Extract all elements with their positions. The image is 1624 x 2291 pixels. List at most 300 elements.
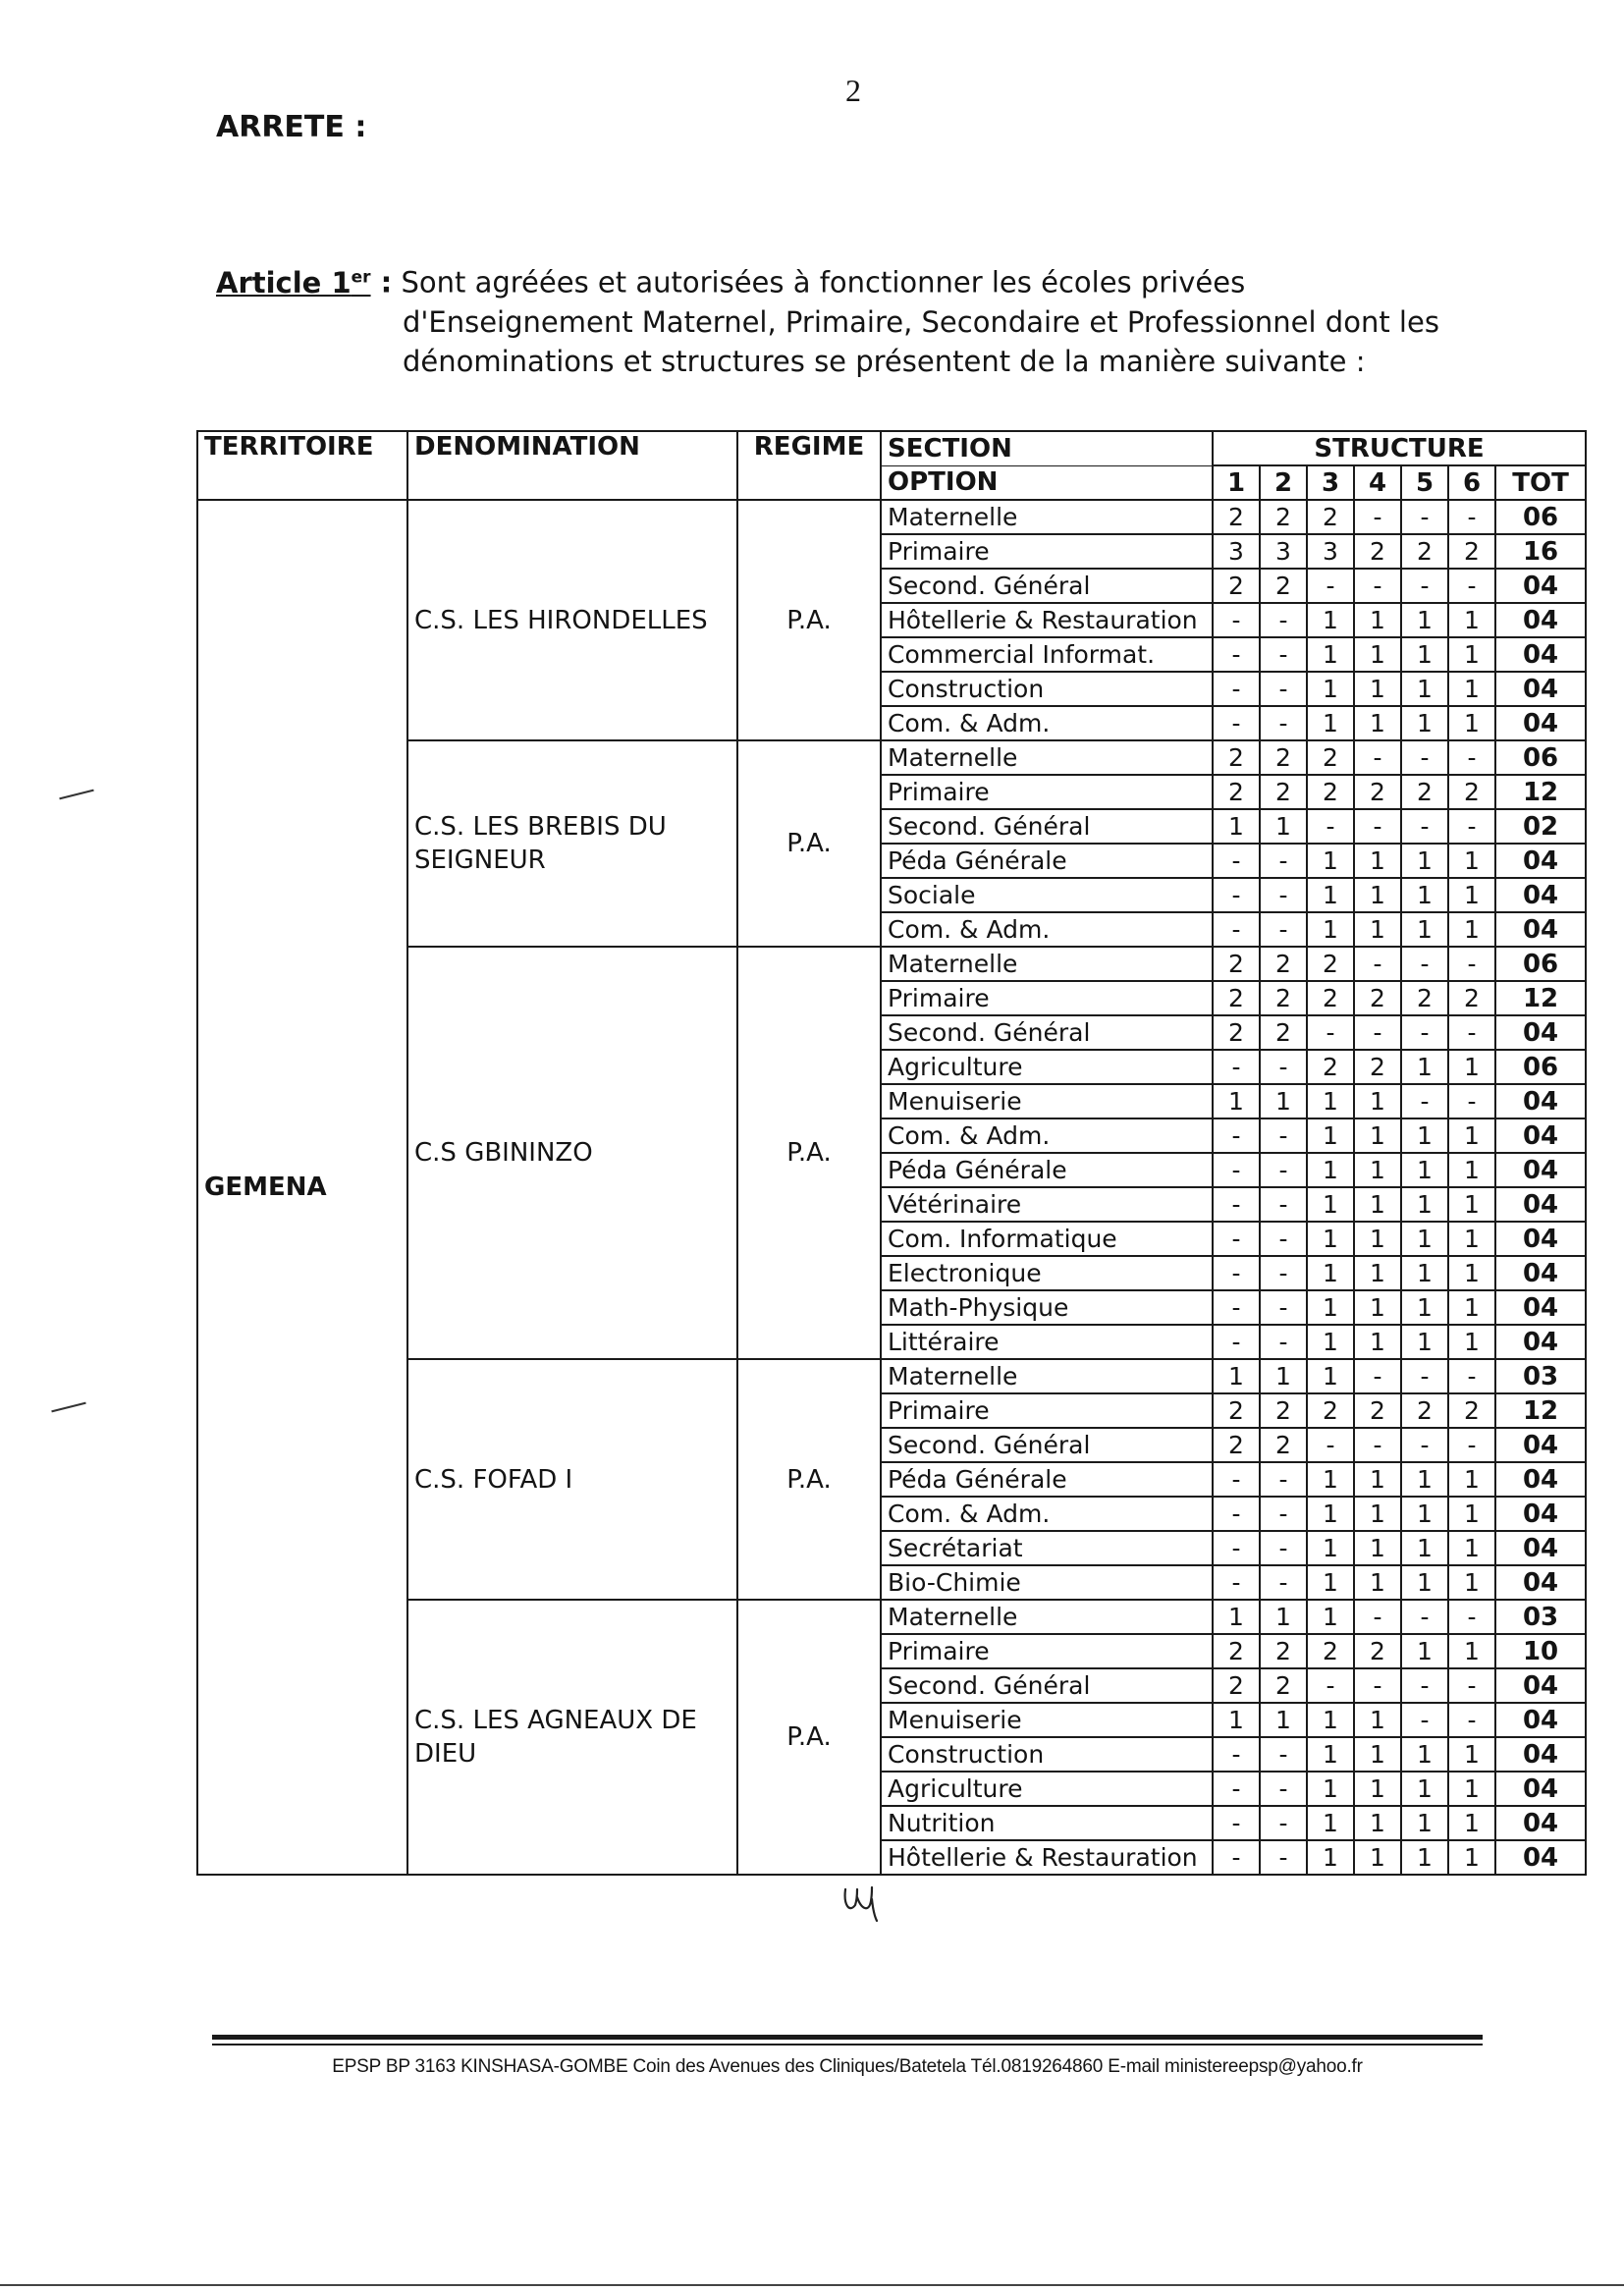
- header-denomination: DENOMINATION: [407, 431, 737, 500]
- year-5-cell: 1: [1401, 1806, 1448, 1840]
- total-cell: 06: [1495, 740, 1586, 775]
- header-col-6: 6: [1448, 465, 1495, 500]
- footer-rule-thick: [212, 2035, 1483, 2040]
- year-4-cell: 1: [1354, 1153, 1401, 1187]
- year-3-cell: 2: [1307, 775, 1354, 809]
- total-cell: 04: [1495, 1565, 1586, 1600]
- regime-cell: P.A.: [737, 1600, 881, 1875]
- total-cell: 12: [1495, 981, 1586, 1015]
- year-2-cell: -: [1260, 637, 1307, 672]
- option-cell: Primaire: [881, 981, 1213, 1015]
- header-row-1: [197, 431, 1586, 465]
- school-name-cell: C.S. LES BREBIS DU SEIGNEUR: [407, 740, 737, 947]
- year-3-cell: 1: [1307, 1290, 1354, 1325]
- year-1-cell: 2: [1213, 1428, 1260, 1462]
- school-name-cell: C.S. LES AGNEAUX DE DIEU: [407, 1600, 737, 1875]
- regime-cell: P.A.: [737, 947, 881, 1359]
- article-colon: :: [370, 265, 393, 300]
- year-2-cell: 2: [1260, 569, 1307, 603]
- total-cell: 12: [1495, 1393, 1586, 1428]
- total-cell: 04: [1495, 672, 1586, 706]
- year-5-cell: -: [1401, 947, 1448, 981]
- year-6-cell: -: [1448, 740, 1495, 775]
- article-line-3: dénominations et structures se présentent de la manière suivante :: [403, 344, 1366, 378]
- header-regime: REGIME: [737, 431, 881, 500]
- year-1-cell: -: [1213, 878, 1260, 912]
- option-cell: Péda Générale: [881, 1462, 1213, 1497]
- year-2-cell: -: [1260, 1840, 1307, 1875]
- year-1-cell: -: [1213, 1806, 1260, 1840]
- year-4-cell: -: [1354, 809, 1401, 844]
- year-4-cell: -: [1354, 1600, 1401, 1634]
- article-line-2: d'Enseignement Maternel, Primaire, Secondaire et Professionnel dont les: [403, 304, 1439, 339]
- table-body: [197, 500, 1586, 1875]
- year-2-cell: -: [1260, 1256, 1307, 1290]
- option-cell: Com. & Adm.: [881, 1118, 1213, 1153]
- total-cell: 03: [1495, 1359, 1586, 1393]
- option-cell: Construction: [881, 1737, 1213, 1772]
- year-4-cell: 2: [1354, 1393, 1401, 1428]
- total-cell: 02: [1495, 809, 1586, 844]
- year-6-cell: -: [1448, 1084, 1495, 1118]
- option-cell: Maternelle: [881, 1359, 1213, 1393]
- year-5-cell: 2: [1401, 534, 1448, 569]
- year-5-cell: 1: [1401, 1290, 1448, 1325]
- year-3-cell: -: [1307, 1015, 1354, 1050]
- year-5-cell: 1: [1401, 706, 1448, 740]
- year-3-cell: 1: [1307, 878, 1354, 912]
- total-cell: 04: [1495, 1428, 1586, 1462]
- year-4-cell: 1: [1354, 1118, 1401, 1153]
- year-4-cell: -: [1354, 1668, 1401, 1703]
- year-1-cell: -: [1213, 706, 1260, 740]
- year-4-cell: 1: [1354, 1290, 1401, 1325]
- year-2-cell: 2: [1260, 1393, 1307, 1428]
- year-2-cell: -: [1260, 1462, 1307, 1497]
- year-1-cell: 2: [1213, 1668, 1260, 1703]
- total-cell: 04: [1495, 1531, 1586, 1565]
- year-3-cell: 1: [1307, 637, 1354, 672]
- year-4-cell: 2: [1354, 1634, 1401, 1668]
- year-5-cell: 1: [1401, 844, 1448, 878]
- year-6-cell: -: [1448, 947, 1495, 981]
- school-name-cell: C.S. LES HIRONDELLES: [407, 500, 737, 740]
- year-1-cell: -: [1213, 672, 1260, 706]
- header-col-5: 5: [1401, 465, 1448, 500]
- year-1-cell: 1: [1213, 809, 1260, 844]
- year-3-cell: 2: [1307, 500, 1354, 534]
- year-5-cell: 2: [1401, 981, 1448, 1015]
- year-2-cell: 2: [1260, 1634, 1307, 1668]
- year-6-cell: 1: [1448, 1325, 1495, 1359]
- year-5-cell: 2: [1401, 775, 1448, 809]
- year-6-cell: 1: [1448, 1497, 1495, 1531]
- option-cell: Agriculture: [881, 1772, 1213, 1806]
- option-cell: Menuiserie: [881, 1084, 1213, 1118]
- year-2-cell: 2: [1260, 740, 1307, 775]
- year-3-cell: 1: [1307, 1462, 1354, 1497]
- year-2-cell: -: [1260, 1772, 1307, 1806]
- year-6-cell: 1: [1448, 1118, 1495, 1153]
- year-4-cell: -: [1354, 947, 1401, 981]
- option-cell: Maternelle: [881, 947, 1213, 981]
- table-header: [197, 431, 1586, 500]
- option-cell: Sociale: [881, 878, 1213, 912]
- year-1-cell: 1: [1213, 1359, 1260, 1393]
- year-1-cell: -: [1213, 637, 1260, 672]
- year-6-cell: 1: [1448, 1840, 1495, 1875]
- year-4-cell: 1: [1354, 1772, 1401, 1806]
- year-6-cell: -: [1448, 1668, 1495, 1703]
- year-5-cell: 1: [1401, 672, 1448, 706]
- year-1-cell: 2: [1213, 1393, 1260, 1428]
- year-3-cell: 2: [1307, 740, 1354, 775]
- year-4-cell: 1: [1354, 1565, 1401, 1600]
- total-cell: 06: [1495, 500, 1586, 534]
- year-6-cell: 1: [1448, 1153, 1495, 1187]
- header-option: OPTION: [881, 465, 1213, 500]
- option-cell: Second. Général: [881, 809, 1213, 844]
- initials-mark: [839, 1883, 898, 1923]
- total-cell: 04: [1495, 912, 1586, 947]
- year-3-cell: 1: [1307, 1118, 1354, 1153]
- year-4-cell: 2: [1354, 1050, 1401, 1084]
- year-4-cell: 1: [1354, 603, 1401, 637]
- total-cell: 04: [1495, 1290, 1586, 1325]
- total-cell: 04: [1495, 1153, 1586, 1187]
- year-1-cell: -: [1213, 1256, 1260, 1290]
- year-6-cell: 2: [1448, 1393, 1495, 1428]
- total-cell: 06: [1495, 1050, 1586, 1084]
- option-cell: Second. Général: [881, 569, 1213, 603]
- year-6-cell: -: [1448, 1428, 1495, 1462]
- regime-cell: P.A.: [737, 740, 881, 947]
- year-4-cell: 1: [1354, 706, 1401, 740]
- year-6-cell: -: [1448, 569, 1495, 603]
- total-cell: 04: [1495, 1084, 1586, 1118]
- year-6-cell: 1: [1448, 1290, 1495, 1325]
- year-1-cell: 2: [1213, 569, 1260, 603]
- margin-tick-1: [59, 790, 93, 800]
- year-3-cell: 1: [1307, 1497, 1354, 1531]
- year-6-cell: 2: [1448, 534, 1495, 569]
- year-1-cell: -: [1213, 1153, 1260, 1187]
- year-6-cell: 1: [1448, 1050, 1495, 1084]
- total-cell: 04: [1495, 1703, 1586, 1737]
- year-1-cell: 2: [1213, 500, 1260, 534]
- year-5-cell: -: [1401, 500, 1448, 534]
- year-6-cell: 1: [1448, 1772, 1495, 1806]
- regime-cell: P.A.: [737, 1359, 881, 1600]
- total-cell: 04: [1495, 1840, 1586, 1875]
- year-6-cell: -: [1448, 809, 1495, 844]
- year-5-cell: 1: [1401, 1497, 1448, 1531]
- year-2-cell: -: [1260, 1050, 1307, 1084]
- year-4-cell: 1: [1354, 637, 1401, 672]
- year-6-cell: -: [1448, 500, 1495, 534]
- year-2-cell: 2: [1260, 1428, 1307, 1462]
- year-2-cell: -: [1260, 1153, 1307, 1187]
- year-1-cell: 2: [1213, 981, 1260, 1015]
- option-cell: Bio-Chimie: [881, 1565, 1213, 1600]
- year-1-cell: -: [1213, 1772, 1260, 1806]
- year-6-cell: 1: [1448, 637, 1495, 672]
- year-2-cell: 2: [1260, 1668, 1307, 1703]
- year-1-cell: -: [1213, 1222, 1260, 1256]
- margin-tick-2: [51, 1402, 85, 1413]
- year-5-cell: 1: [1401, 1531, 1448, 1565]
- header-col-3: 3: [1307, 465, 1354, 500]
- option-cell: Péda Générale: [881, 1153, 1213, 1187]
- option-cell: Hôtellerie & Restauration: [881, 1840, 1213, 1875]
- header-col-4: 4: [1354, 465, 1401, 500]
- year-1-cell: -: [1213, 1462, 1260, 1497]
- year-1-cell: -: [1213, 1565, 1260, 1600]
- year-4-cell: 1: [1354, 1737, 1401, 1772]
- year-5-cell: 1: [1401, 1634, 1448, 1668]
- year-6-cell: -: [1448, 1703, 1495, 1737]
- year-3-cell: 1: [1307, 844, 1354, 878]
- year-3-cell: 2: [1307, 1050, 1354, 1084]
- total-cell: 04: [1495, 1187, 1586, 1222]
- year-6-cell: 1: [1448, 1256, 1495, 1290]
- year-4-cell: 1: [1354, 1462, 1401, 1497]
- year-4-cell: -: [1354, 500, 1401, 534]
- option-cell: Commercial Informat.: [881, 637, 1213, 672]
- year-5-cell: 1: [1401, 1187, 1448, 1222]
- year-3-cell: 1: [1307, 672, 1354, 706]
- year-3-cell: 1: [1307, 1153, 1354, 1187]
- header-col-1: 1: [1213, 465, 1260, 500]
- option-cell: Vétérinaire: [881, 1187, 1213, 1222]
- scan-edge-line: [0, 2284, 1624, 2286]
- year-3-cell: 2: [1307, 1634, 1354, 1668]
- year-2-cell: 1: [1260, 1703, 1307, 1737]
- option-cell: Com. & Adm.: [881, 706, 1213, 740]
- year-4-cell: 1: [1354, 844, 1401, 878]
- total-cell: 04: [1495, 844, 1586, 878]
- year-5-cell: -: [1401, 1668, 1448, 1703]
- option-cell: Secrétariat: [881, 1531, 1213, 1565]
- year-4-cell: 1: [1354, 878, 1401, 912]
- year-5-cell: -: [1401, 740, 1448, 775]
- year-4-cell: -: [1354, 569, 1401, 603]
- year-6-cell: 1: [1448, 603, 1495, 637]
- year-6-cell: 1: [1448, 1634, 1495, 1668]
- year-2-cell: 2: [1260, 947, 1307, 981]
- year-5-cell: 1: [1401, 1565, 1448, 1600]
- year-2-cell: -: [1260, 912, 1307, 947]
- year-5-cell: 1: [1401, 637, 1448, 672]
- option-cell: Maternelle: [881, 500, 1213, 534]
- year-3-cell: 1: [1307, 1772, 1354, 1806]
- option-cell: Hôtellerie & Restauration: [881, 603, 1213, 637]
- option-cell: Com. & Adm.: [881, 912, 1213, 947]
- year-2-cell: 3: [1260, 534, 1307, 569]
- year-1-cell: -: [1213, 912, 1260, 947]
- option-cell: Menuiserie: [881, 1703, 1213, 1737]
- year-3-cell: 1: [1307, 1737, 1354, 1772]
- year-4-cell: 1: [1354, 912, 1401, 947]
- school-name-cell: C.S GBININZO: [407, 947, 737, 1359]
- option-cell: Primaire: [881, 534, 1213, 569]
- year-5-cell: 1: [1401, 1153, 1448, 1187]
- year-6-cell: 1: [1448, 1737, 1495, 1772]
- total-cell: 10: [1495, 1634, 1586, 1668]
- footer-address: EPSP BP 3163 KINSHASA-GOMBE Coin des Avenues des Cliniques/Batetela Tél.0819264860 E-mail ministereepsp@yahoo.fr: [332, 2056, 1363, 2077]
- year-3-cell: 1: [1307, 912, 1354, 947]
- year-5-cell: 1: [1401, 1772, 1448, 1806]
- year-4-cell: 1: [1354, 1806, 1401, 1840]
- year-5-cell: -: [1401, 1359, 1448, 1393]
- year-4-cell: 1: [1354, 1497, 1401, 1531]
- year-2-cell: 1: [1260, 1600, 1307, 1634]
- year-6-cell: 1: [1448, 912, 1495, 947]
- total-cell: 04: [1495, 1668, 1586, 1703]
- year-1-cell: 2: [1213, 775, 1260, 809]
- year-1-cell: -: [1213, 1531, 1260, 1565]
- year-6-cell: 2: [1448, 981, 1495, 1015]
- year-2-cell: -: [1260, 1737, 1307, 1772]
- year-6-cell: 2: [1448, 775, 1495, 809]
- option-cell: Maternelle: [881, 1600, 1213, 1634]
- article-line-1: Sont agréées et autorisées à fonctionner les écoles privées: [401, 265, 1246, 300]
- year-4-cell: 1: [1354, 1222, 1401, 1256]
- article-label: [216, 266, 371, 300]
- year-1-cell: 1: [1213, 1703, 1260, 1737]
- article-label-text: Article 1: [216, 265, 352, 300]
- year-6-cell: -: [1448, 1600, 1495, 1634]
- year-1-cell: 1: [1213, 1600, 1260, 1634]
- year-1-cell: -: [1213, 1187, 1260, 1222]
- year-1-cell: -: [1213, 1290, 1260, 1325]
- year-4-cell: -: [1354, 740, 1401, 775]
- year-4-cell: -: [1354, 1015, 1401, 1050]
- year-5-cell: -: [1401, 1084, 1448, 1118]
- year-1-cell: -: [1213, 1325, 1260, 1359]
- year-3-cell: 1: [1307, 1600, 1354, 1634]
- year-6-cell: 1: [1448, 1222, 1495, 1256]
- total-cell: 04: [1495, 1015, 1586, 1050]
- total-cell: 04: [1495, 1772, 1586, 1806]
- year-1-cell: -: [1213, 1840, 1260, 1875]
- header-col-2: 2: [1260, 465, 1307, 500]
- year-3-cell: 3: [1307, 534, 1354, 569]
- year-3-cell: 1: [1307, 1359, 1354, 1393]
- option-cell: Second. Général: [881, 1015, 1213, 1050]
- total-cell: 04: [1495, 1325, 1586, 1359]
- year-2-cell: -: [1260, 603, 1307, 637]
- year-2-cell: 2: [1260, 981, 1307, 1015]
- option-cell: Péda Générale: [881, 844, 1213, 878]
- year-5-cell: 1: [1401, 1118, 1448, 1153]
- year-5-cell: -: [1401, 1428, 1448, 1462]
- year-1-cell: -: [1213, 1737, 1260, 1772]
- year-5-cell: 1: [1401, 912, 1448, 947]
- year-2-cell: -: [1260, 1118, 1307, 1153]
- total-cell: 04: [1495, 637, 1586, 672]
- total-cell: 04: [1495, 1222, 1586, 1256]
- year-2-cell: -: [1260, 1187, 1307, 1222]
- article-label-sup: er: [351, 267, 371, 287]
- heading-arrete: ARRETE :: [216, 110, 367, 144]
- year-1-cell: -: [1213, 1118, 1260, 1153]
- year-5-cell: 1: [1401, 1737, 1448, 1772]
- year-4-cell: 1: [1354, 1531, 1401, 1565]
- total-cell: 04: [1495, 1462, 1586, 1497]
- total-cell: 16: [1495, 534, 1586, 569]
- year-6-cell: 1: [1448, 844, 1495, 878]
- option-cell: Primaire: [881, 1393, 1213, 1428]
- year-1-cell: 2: [1213, 740, 1260, 775]
- option-cell: Primaire: [881, 1634, 1213, 1668]
- total-cell: 04: [1495, 1497, 1586, 1531]
- page-number: 2: [845, 73, 861, 108]
- header-section: SECTION: [881, 431, 1213, 465]
- year-3-cell: 1: [1307, 706, 1354, 740]
- total-cell: 12: [1495, 775, 1586, 809]
- year-2-cell: 1: [1260, 1084, 1307, 1118]
- total-cell: 04: [1495, 878, 1586, 912]
- year-4-cell: -: [1354, 1359, 1401, 1393]
- option-cell: Maternelle: [881, 740, 1213, 775]
- total-cell: 04: [1495, 1737, 1586, 1772]
- year-2-cell: 1: [1260, 809, 1307, 844]
- option-cell: Primaire: [881, 775, 1213, 809]
- total-cell: 03: [1495, 1600, 1586, 1634]
- year-1-cell: 2: [1213, 1015, 1260, 1050]
- header-structure: STRUCTURE: [1213, 431, 1586, 465]
- total-cell: 04: [1495, 1806, 1586, 1840]
- year-2-cell: -: [1260, 1325, 1307, 1359]
- year-4-cell: 2: [1354, 775, 1401, 809]
- total-cell: 04: [1495, 1256, 1586, 1290]
- year-1-cell: 1: [1213, 1084, 1260, 1118]
- year-2-cell: -: [1260, 844, 1307, 878]
- year-4-cell: 1: [1354, 1256, 1401, 1290]
- total-cell: 04: [1495, 1118, 1586, 1153]
- year-3-cell: 1: [1307, 1703, 1354, 1737]
- year-3-cell: 1: [1307, 1531, 1354, 1565]
- year-4-cell: 1: [1354, 1325, 1401, 1359]
- year-2-cell: 2: [1260, 1015, 1307, 1050]
- year-1-cell: -: [1213, 1497, 1260, 1531]
- year-3-cell: 1: [1307, 1806, 1354, 1840]
- year-6-cell: 1: [1448, 1462, 1495, 1497]
- year-5-cell: -: [1401, 809, 1448, 844]
- total-cell: 04: [1495, 569, 1586, 603]
- year-6-cell: 1: [1448, 1531, 1495, 1565]
- year-4-cell: 2: [1354, 534, 1401, 569]
- school-name-cell: C.S. FOFAD I: [407, 1359, 737, 1600]
- year-5-cell: 1: [1401, 1050, 1448, 1084]
- year-3-cell: 1: [1307, 1084, 1354, 1118]
- header-territoire: TERRITOIRE: [197, 431, 407, 500]
- total-cell: 04: [1495, 706, 1586, 740]
- year-3-cell: -: [1307, 1428, 1354, 1462]
- year-6-cell: 1: [1448, 706, 1495, 740]
- year-4-cell: 2: [1354, 981, 1401, 1015]
- year-3-cell: -: [1307, 569, 1354, 603]
- year-4-cell: -: [1354, 1428, 1401, 1462]
- year-1-cell: 2: [1213, 947, 1260, 981]
- option-cell: Com. & Adm.: [881, 1497, 1213, 1531]
- year-2-cell: -: [1260, 1565, 1307, 1600]
- year-5-cell: 1: [1401, 878, 1448, 912]
- year-3-cell: 1: [1307, 1187, 1354, 1222]
- option-cell: Electronique: [881, 1256, 1213, 1290]
- year-3-cell: 1: [1307, 1256, 1354, 1290]
